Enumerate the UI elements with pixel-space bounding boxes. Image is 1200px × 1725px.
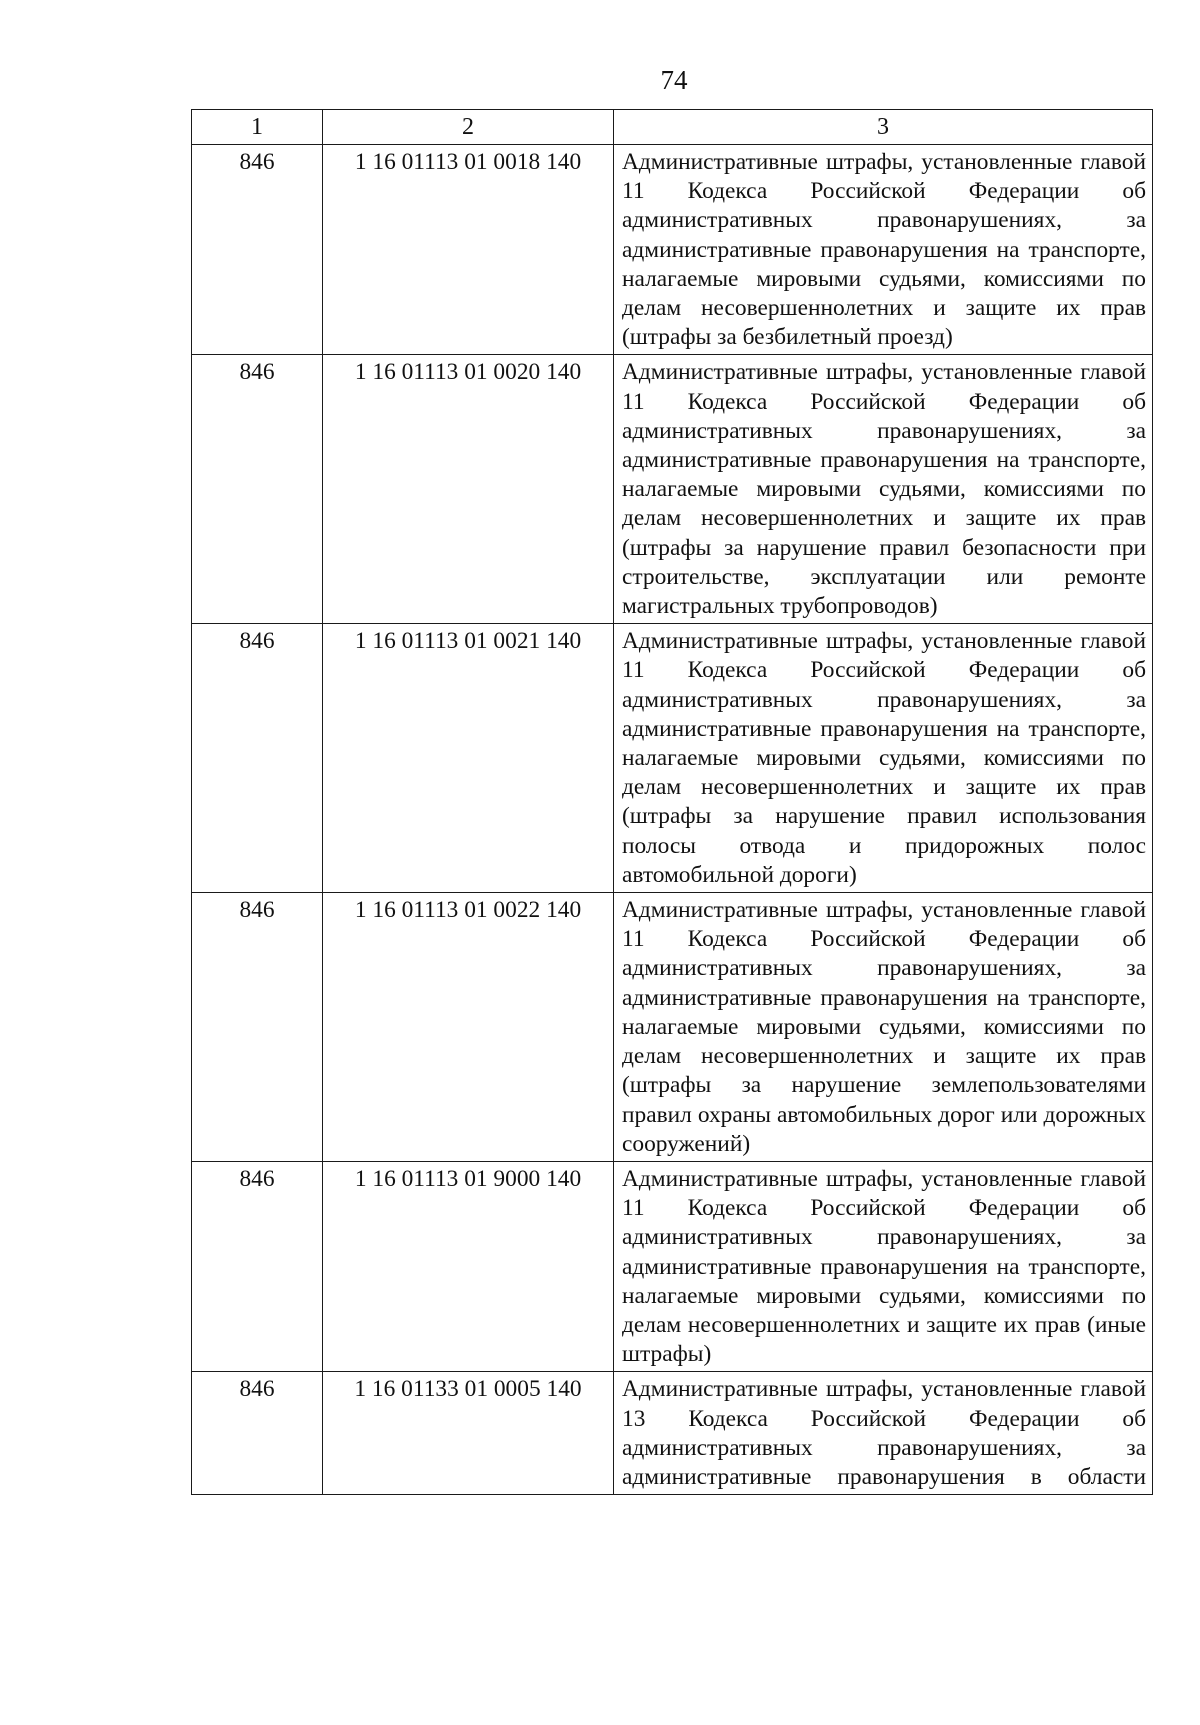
admin-code-cell: 846 (192, 1372, 323, 1495)
table-row (192, 1161, 1153, 1371)
description-cell: Административные штрафы, установленные главой 11 Кодекса Российской Федерации об административных правонарушениях, за административные правонарушения на транспорте, налагаемые мировыми судьями, комиссиями по делам несовершеннолетних и защите их прав (иные штрафы) (614, 1161, 1153, 1371)
budget-code-cell: 1 16 01133 01 0005 140 (323, 1372, 614, 1495)
description-cell: Административные штрафы, установленные главой 11 Кодекса Российской Федерации об административных правонарушениях, за административные правонарушения на транспорте, налагаемые мировыми судьями, комиссиями по делам несовершеннолетних и защите их прав (штрафы за безбилетный проезд) (614, 145, 1153, 355)
table-header-row (192, 110, 1153, 145)
admin-code-cell: 846 (192, 624, 323, 893)
table-row (192, 893, 1153, 1162)
admin-code-cell: 846 (192, 355, 323, 624)
table-row (192, 355, 1153, 624)
column-header-2: 2 (323, 110, 614, 145)
budget-code-cell: 1 16 01113 01 0020 140 (323, 355, 614, 624)
page-number: 74 (660, 65, 688, 95)
admin-code-cell: 846 (192, 893, 323, 1162)
budget-code-cell: 1 16 01113 01 9000 140 (323, 1161, 614, 1371)
description-cell: Административные штрафы, установленные главой 11 Кодекса Российской Федерации об административных правонарушениях, за административные правонарушения на транспорте, налагаемые мировыми судьями, комиссиями по делам несовершеннолетних и защите их прав (штрафы за нарушение правил использования полосы отвода и придорожных полос автомобильной дороги) (614, 624, 1153, 893)
budget-code-cell: 1 16 01113 01 0018 140 (323, 145, 614, 355)
description-cell: Административные штрафы, установленные главой 11 Кодекса Российской Федерации об административных правонарушениях, за административные правонарушения на транспорте, налагаемые мировыми судьями, комиссиями по делам несовершеннолетних и защите их прав (штрафы за нарушение землепользователями правил охраны автомобильных дорог или дорожных сооружений) (614, 893, 1153, 1162)
budget-code-cell: 1 16 01113 01 0022 140 (323, 893, 614, 1162)
revenue-code-table (191, 109, 1153, 1495)
table-row (192, 624, 1153, 893)
table-row (192, 1372, 1153, 1495)
description-cell: Административные штрафы, установленные главой 11 Кодекса Российской Федерации об административных правонарушениях, за административные правонарушения на транспорте, налагаемые мировыми судьями, комиссиями по делам несовершеннолетних и защите их прав (штрафы за нарушение правил безопасности при строительстве, эксплуатации или ремонте магистральных трубопроводов) (614, 355, 1153, 624)
budget-code-cell: 1 16 01113 01 0021 140 (323, 624, 614, 893)
column-header-3: 3 (614, 110, 1153, 145)
admin-code-cell: 846 (192, 1161, 323, 1371)
column-header-1: 1 (192, 110, 323, 145)
description-cell: Административные штрафы, установленные главой 13 Кодекса Российской Федерации об административных правонарушениях, за административные правонарушения в области (614, 1372, 1153, 1495)
admin-code-cell: 846 (192, 145, 323, 355)
table-row (192, 145, 1153, 355)
